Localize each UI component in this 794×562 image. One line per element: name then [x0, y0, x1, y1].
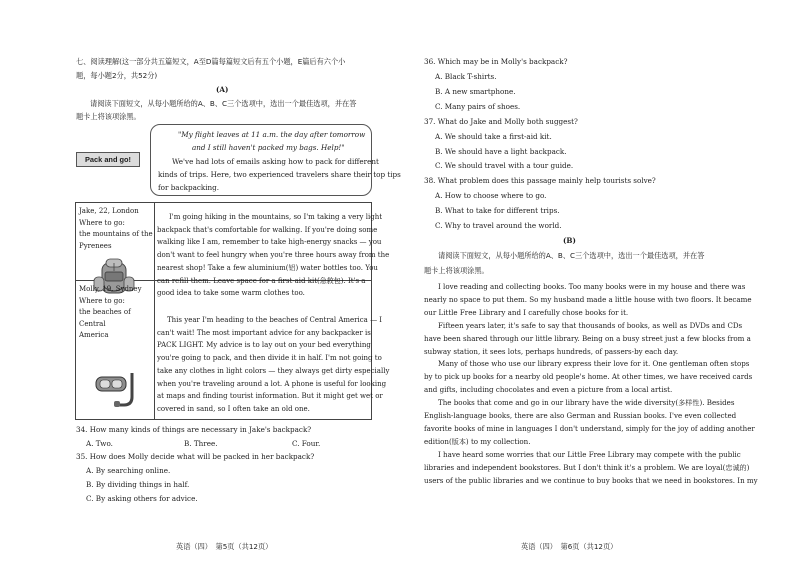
- question-38: 38. What problem does this passage mainly help tourists solve?: [424, 176, 656, 185]
- q38-option-b[interactable]: B. What to take for different trips.: [435, 206, 560, 215]
- intro-quote-line-2: and I still haven't packed my bags. Help!": [192, 143, 345, 152]
- pack-and-go-label: Pack and go!: [76, 152, 140, 167]
- q34-option-a[interactable]: A. Two.: [86, 439, 113, 448]
- q38-option-a[interactable]: A. How to choose where to go.: [435, 191, 547, 200]
- question-34: 34. How many kinds of things are necessary in Jake's backpack?: [76, 425, 312, 434]
- intro-quote-line-1: "My flight leaves at 11 a.m. the day after tomorrow: [178, 130, 366, 139]
- travelers-table: [75, 202, 390, 420]
- q38-option-c[interactable]: C. Why to travel around the world.: [435, 221, 562, 230]
- instructions-line-2: 题卡上将该项涂黑。: [424, 266, 489, 275]
- q35-option-a[interactable]: A. By searching online.: [86, 466, 171, 475]
- intro-line-3: for backpacking.: [158, 183, 220, 192]
- q37-option-c[interactable]: C. We should travel with a tour guide.: [435, 161, 574, 170]
- part-a-label: (A): [216, 85, 229, 94]
- part-b-label: (B): [563, 236, 576, 245]
- question-35: 35. How does Molly decide what will be packed in her backpack?: [76, 452, 315, 461]
- instructions-line-2: 题卡上将该项涂黑。: [76, 112, 141, 121]
- right-page-footer: 英语（四） 第6页（共12页）: [521, 542, 618, 551]
- jake-info: Jake, 22, London Where to go: the mountains of the Pyrenees: [79, 207, 153, 250]
- intro-line-2: kinds of trips. Here, two experienced travelers share their top tips: [158, 170, 401, 179]
- question-36: 36. Which may be in Molly's backpack?: [424, 57, 568, 66]
- q35-option-c[interactable]: C. By asking others for advice.: [86, 494, 198, 503]
- q34-option-c[interactable]: C. Four.: [292, 439, 321, 448]
- molly-text: This year I'm heading to the beaches of Central America — I can't wait! The most important advice for any backpacker is PACK LIGHT. My advice is to lay out on your bed everything you're going to pack, and then divide it in half. I'm not going to take any clothes in light colors — they always get dirty especially when you're traveling around a lot. A phone is useful for looking at maps and finding tourist information. But it might get wet or covered in sand, so I often take an old one.: [157, 316, 390, 413]
- q36-option-c[interactable]: C. Many pairs of shoes.: [435, 102, 521, 111]
- passage-b: I love reading and collecting books. Too many books were in my house and there was nearly no space to put them. So my husband made a little house with two floors. It became our Little Free Library and I carefully chose books for it. Fifteen years later, it's safe to say that thousands of books, as well as DVDs and CDs have been shared through our little library. Being on a busy street just a few blocks from a subway station, it sees lots, perhaps hundreds, of passers-by each day. Many of those who use our library express their love for it. One gentleman often stops by to pick up books for a nearby old people's home. At other times, we have received cards and gifts, including chocolates and even a picture from a local artist. The books that come and go in our library have the wide diversity(多样性). Besides English-language books, there are also German and Russian books. I've even collected favorite books of mine in languages I don't understand, simply for the joy of adding another edition(版本) to my collection. I have heard some worries that our Little Free Library may compete with the public libraries and independent bookstores. But I don't think it's a problem. We are loyal(忠诚的) users of the public libraries and we continue to buy books that we need in bookstores. In my: [424, 282, 758, 485]
- q37-option-a[interactable]: A. We should take a first-aid kit.: [435, 132, 552, 141]
- q34-option-b[interactable]: B. Three.: [184, 439, 218, 448]
- right-page: [397, 0, 794, 562]
- jake-text: I'm going hiking in the mountains, so I'm taking a very light backpack that's comfortable for walking. If you're doing some walking like I am, remember to take high-energy snacks — you don't want to feel hungry when you're three hours away from the nearest shop! Take a few aluminium(铝) water bottles too. You can refill them. Leave space for a first-aid kit(急救包). It's a good idea to take some warm clothes too.: [157, 213, 390, 298]
- instructions-line-1: 请阅读下面短文，从每小题所给的A、B、C三个选项中，选出一个最佳选项，并在答: [438, 251, 705, 260]
- q36-option-a[interactable]: A. Black T-shirts.: [435, 72, 497, 81]
- left-page-footer: 英语（四） 第5页（共12页）: [176, 542, 273, 551]
- q35-option-b[interactable]: B. By dividing things in half.: [86, 480, 190, 489]
- q37-option-b[interactable]: B. We should have a light backpack.: [435, 147, 567, 156]
- section-heading-line-2: 题，每小题2分，共52分): [76, 71, 158, 80]
- molly-info: Molly, 19, Sydney Where to go: the beaches of Central America: [79, 285, 142, 339]
- snorkel-mask-icon: [94, 371, 140, 409]
- q36-option-b[interactable]: B. A new smartphone.: [435, 87, 516, 96]
- question-37: 37. What do Jake and Molly both suggest?: [424, 117, 578, 126]
- intro-line-1: We've had lots of emails asking how to pack for different: [172, 157, 379, 166]
- section-heading-line-1: 七、阅读理解(这一部分共五篇短文，A至D篇每篇短文后有五个小题，E篇后有六个小: [76, 57, 346, 66]
- instructions-line-1: 请阅读下面短文，从每小题所给的A、B、C三个选项中，选出一个最佳选项，并在答: [90, 99, 357, 108]
